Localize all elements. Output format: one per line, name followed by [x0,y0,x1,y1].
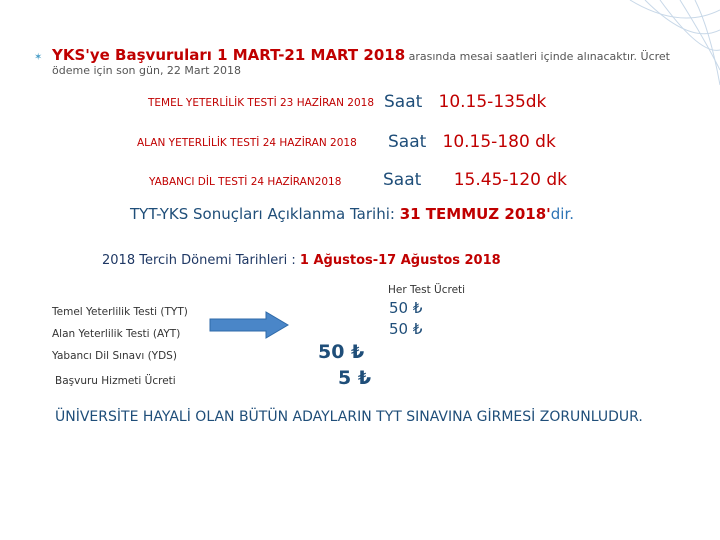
application-title-suffix: arasında mesai saatleri içinde alınacaktır. Ücret [405,50,670,63]
preference-dates: 2018 Tercih Dönemi Tarihleri : 1 Ağustos-17 Ağustos 2018 [102,253,501,268]
exam-time-yds: Saat 15.45-120 dk [383,170,568,190]
exam-time-ayt: Saat 10.15-180 dk [388,132,556,152]
arrow-right-icon [208,310,290,340]
fee-per-test-2: 50 ₺ [389,320,423,338]
payment-deadline: ödeme için son gün, 22 Mart 2018 [52,64,241,77]
fee-service: 5 ₺ [338,367,372,389]
exam-time-tyt: Saat 10.15-135dk [384,92,547,112]
corner-decoration [610,0,720,90]
mandatory-notice: ÜNİVERSİTE HAYALİ OLAN BÜTÜN ADAYLARIN TYT SINAVINA GİRMESİ ZORUNLUDUR. [55,409,643,425]
exam-label-yds: YABANCI DİL TESTİ 24 HAZİRAN2018 [149,176,342,188]
fee-item-service: Başvuru Hizmeti Ücreti [55,375,176,387]
application-title: YKS'ye Başvuruları 1 MART-21 MART 2018 arasında mesai saatleri içinde alınacaktır. Ücret [52,46,670,64]
results-date: TYT-YKS Sonuçları Açıklanma Tarihi: 31 TEMMUZ 2018'dir. [130,205,575,223]
fee-item-ayt: Alan Yeterlilik Testi (AYT) [52,328,181,340]
fee-header: Her Test Ücreti [388,284,466,296]
fee-item-yds: Yabancı Dil Sınavı (YDS) [52,350,177,362]
fee-item-tyt: Temel Yeterlilik Testi (TYT) [52,306,188,318]
exam-label-tyt: TEMEL YETERLİLİK TESTİ 23 HAZİRAN 2018 [148,97,375,109]
exam-label-ayt: ALAN YETERLİLİK TESTİ 24 HAZİRAN 2018 [137,137,357,149]
star-icon: ✶ [34,52,43,63]
fee-per-test-1: 50 ₺ [389,299,423,317]
fee-yds: 50 ₺ [318,341,365,363]
